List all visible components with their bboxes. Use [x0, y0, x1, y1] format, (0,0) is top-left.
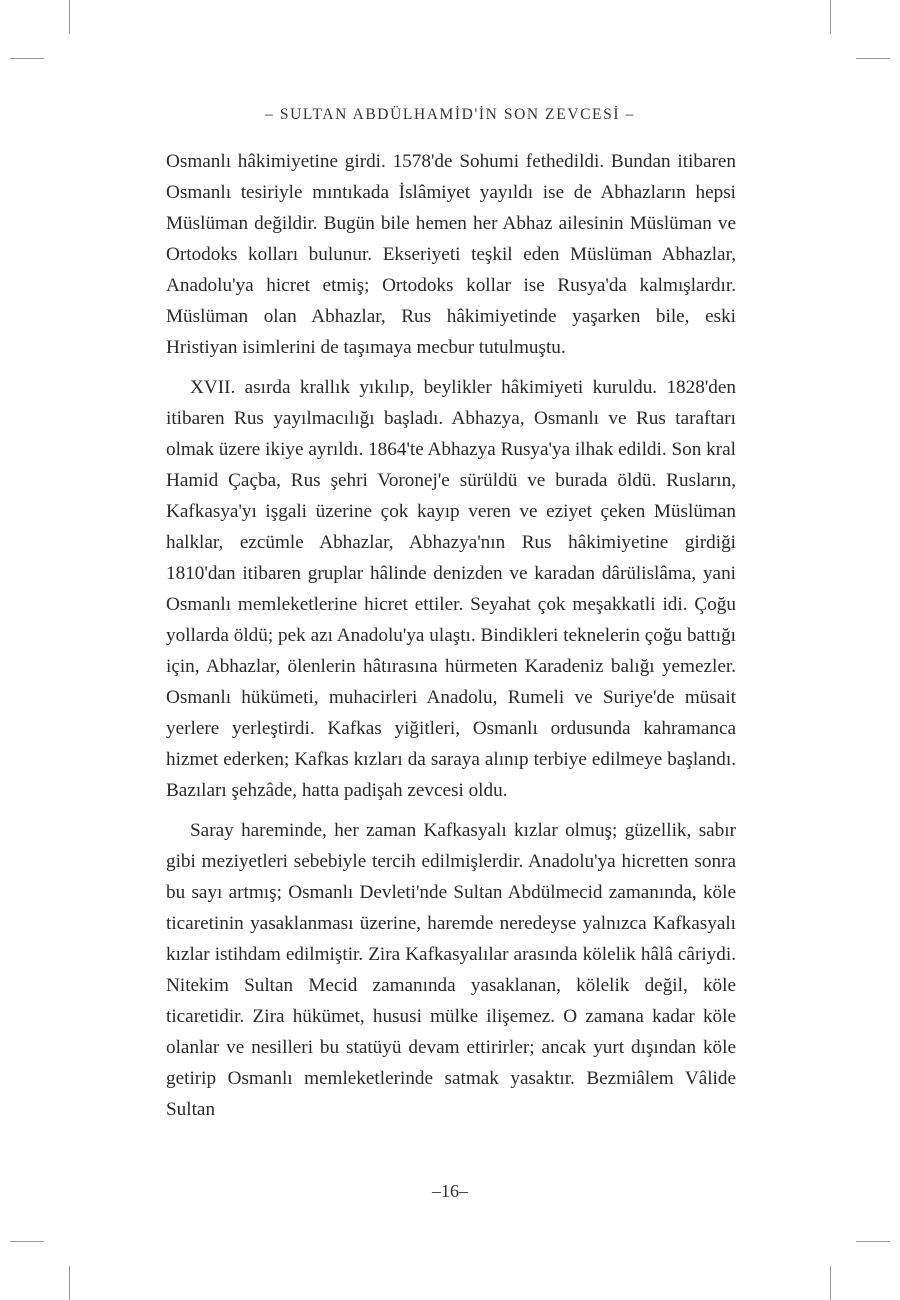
crop-mark-right-bottom: [856, 1241, 890, 1242]
paragraph: Osmanlı hâkimiyetine girdi. 1578'de Sohumi fethedildi. Bundan itibaren Osmanlı tesiriyle mıntıkada İslâmiyet yayıldı ise de Abhazların hepsi Müslüman değildir. Bugün bile hemen her Abhaz ailesinin Müslüman ve Ortodoks kolları bulunur. Ekseriyeti teşkil eden Müslüman Abhazlar, Anadolu'ya hicret etmiş; Ortodoks kollar ise Rusya'da kalmışlardır. Müslüman olan Abhazlar, Rus hâkimiyetinde yaşarken bile, eski Hristiyan isimlerini de taşımaya mecbur tutulmuştu.: [166, 151, 736, 358]
crop-mark-left-top: [10, 58, 44, 59]
crop-mark-bottom-left: [69, 1266, 70, 1300]
page-number: –16–: [432, 1181, 468, 1201]
running-head: – SULTAN ABDÜLHAMİD'İN SON ZEVCESİ –: [265, 106, 635, 123]
crop-mark-right-top: [856, 58, 890, 59]
body-text: [166, 146, 736, 1134]
paragraph: XVII. asırda krallık yıkılıp, beylikler hâkimiyeti kuruldu. 1828'den itibaren Rus yayılmacılığı başladı. Abhazya, Osmanlı ve Rus taraftarı olmak üzere ikiye ayrıldı. 1864'te Abhazya Rusya'ya ilhak edildi. Son kral Hamid Çaçba, Rus şehri Voronej'e sürüldü ve burada öldü. Rusların, Kafkasya'yı işgali üzerine çok kayıp veren ve eziyet çeken Müslüman halklar, ezcümle Abhazlar, Abhazya'nın Rus hâkimiyetine girdiği 1810'dan itibaren gruplar hâlinde denizden ve karadan dârülislâma, yani Osmanlı memleketlerine hicret ettiler. Seyahat çok meşakkatli idi. Çoğu yollarda öldü; pek azı Anadolu'ya ulaştı. Bindikleri teknelerin çoğu battığı için, Abhazlar, ölenlerin hâtırasına hürmeten Karadeniz balığı yemezler. Osmanlı hükümeti, muhacirleri Anadolu, Rumeli ve Suriye'de müsait yerlere yerleştirdi. Kafkas yiğitleri, Osmanlı ordusunda kahramanca hizmet ederken; Kafkas kızları da saraya alınıp terbiye edilmeye başlandı. Bazıları şehzâde, hatta padişah zevcesi oldu.: [166, 377, 736, 801]
paragraph: Saray hareminde, her zaman Kafkasyalı kızlar olmuş; güzellik, sabır gibi meziyetleri sebebiyle tercih edilmişlerdir. Anadolu'ya hicretten sonra bu sayı artmış; Osmanlı Devleti'nde Sultan Abdülmecid zamanında, köle ticaretinin yasaklanması üzerine, haremde neredeyse yalnızca Kafkasyalı kızlar istihdam edilmiştir. Zira Kafkasyalılar arasında kölelik hâlâ câriydi. Nitekim Sultan Mecid zamanında yasaklanan, kölelik değil, köle ticaretidir. Zira hükümet, hususi mülke ilişemez. O zamana kadar köle olanlar ve nesilleri bu statüyü devam ettirirler; ancak yurt dışından köle getirip Osmanlı memleketlerinde satmak yasaktır. Bezmiâlem Vâlide Sultan: [166, 820, 736, 1120]
crop-mark-top-right: [830, 0, 831, 34]
crop-mark-bottom-right: [830, 1266, 831, 1300]
crop-mark-top-left: [69, 0, 70, 34]
crop-mark-left-bottom: [10, 1241, 44, 1242]
